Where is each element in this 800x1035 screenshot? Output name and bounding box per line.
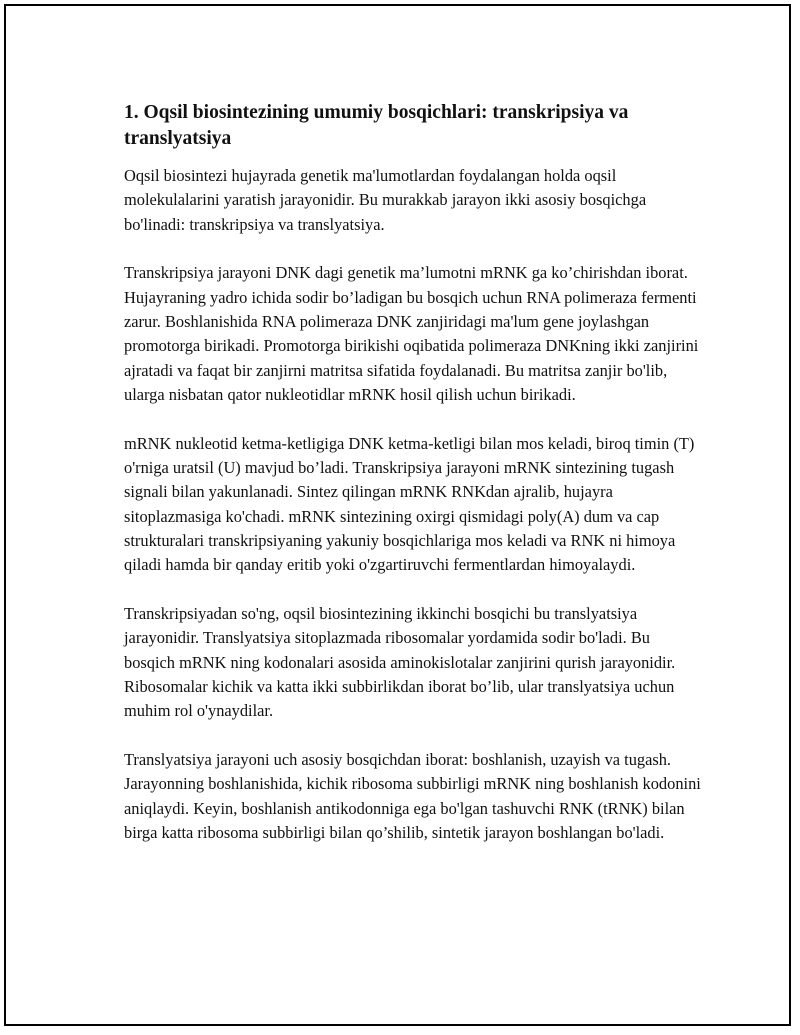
paragraph-translation: Transkripsiyadan so'ng, oqsil biosintezining ikkinchi bosqichi bu translyatsiya jarayonidir. Translyatsiya sitoplazmada ribosomalar yordamida sodir bo'ladi. Bu bosqich mRNK ning kodonalari asosida aminokislotalar zanjirini qurish jarayonidir. Ribosomalar kichik va katta ikki subbirlikdan iborat bo’lib, ular translyatsiya uchun muhim rol o'ynaydilar. [124,603,676,721]
paragraph-intro: Oqsil biosintezi hujayrada genetik ma'lumotlardan foydalangan holda oqsil molekulalarini yaratish jarayonidir. Bu murakkab jarayon ikki asosiy bosqichga bo'linadi: transkripsiya va translyatsiya. [124,166,647,234]
paragraph-transcription: Transkripsiya jarayoni DNK dagi genetik ma’lumotni mRNK ga ko’chirishdan iborat. Hujayraning yadro ichida sodir bo’ladigan bu bosqich uchun RNA polimeraza fermenti zarur. Boshlanishida RNA polimeraza DNK zanjiridagi ma'lum gene joylashgan promotorga birikadi. Promotorga birikishi oqibatida polimeraza DNKning ikki zanjirini ajratadi va faqat bir zanjirni matritsa sifatida foydalanadi. Bu matritsa zanjir bo'lib, ularga nisbatan qator nukleotidlar mRNK hosil qilish uchun birikadi. [124,263,699,404]
document-body [124,100,704,870]
paragraph-translation-stages: Translyatsiya jarayoni uch asosiy bosqichdan iborat: boshlanish, uzayish va tugash. Jarayonning boshlanishida, kichik ribosoma subbirligi mRNK ning boshlanish kodonini aniqlaydi. Keyin, boshlanish antikodonniga ega bo'lgan tashuvchi RNK (tRNK) bilan birga katta ribosoma subbirligi bilan qo’shilib, sintetik jarayon boshlangan bo'ladi. [124,749,701,842]
paragraph-mrna: mRNK nukleotid ketma-ketligiga DNK ketma-ketligi bilan mos keladi, biroq timin (T) o'rniga uratsil (U) mavjud bo’ladi. Transkripsiya jarayoni mRNK sintezining tugash signali bilan yakunlanadi. Sintez qilingan mRNK RNKdan ajralib, hujayra sitoplazmasiga ko'chadi. mRNK sintezining oxirgi qismidagi poly(A) dum va cap strukturalari transkripsiyaning yakuniy bosqichlariga mos keladi va RNK ni himoya qiladi hamda bir qanday eritib yoki o'zgartiruvchi fermentlardan himoyalaydi. [124,433,695,575]
section-heading: 1. Oqsil biosintezining umumiy bosqichlari: transkripsiya va translyatsiya [124,102,629,149]
page-frame [4,4,791,1026]
